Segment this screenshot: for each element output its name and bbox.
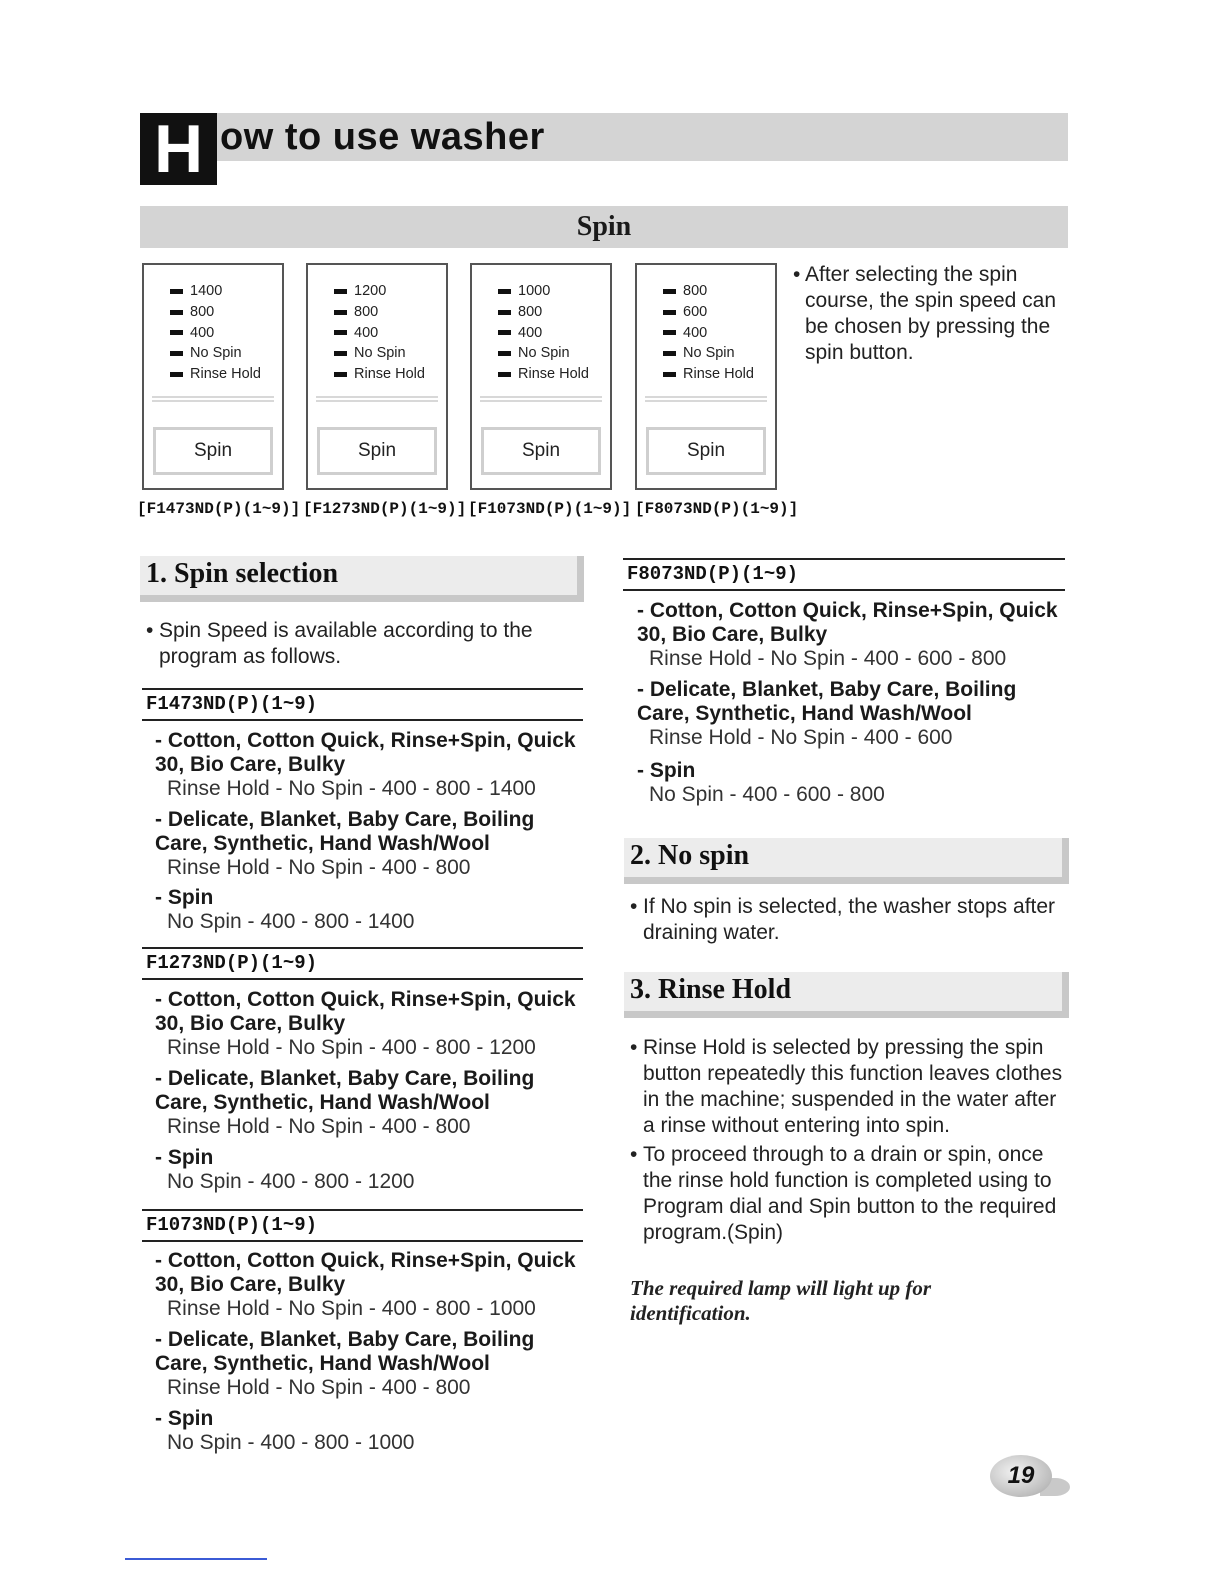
program-group: - Delicate, Blanket, Baby Care, Boiling Care, Synthetic, Hand Wash/Wool Rinse Hold - No Spin - 400 - 800 (155, 808, 535, 879)
program-group: - Delicate, Blanket, Baby Care, Boiling Care, Synthetic, Hand Wash/Wool Rinse Hold - No Spin - 400 - 600 (637, 678, 1017, 749)
lamp: 1200 (334, 281, 425, 302)
panel-model-caption: [F1073ND(P)(1~9)] (468, 500, 632, 518)
section-heading-rinse-hold: 3. Rinse Hold (624, 972, 1069, 1018)
page-number: 19 (990, 1455, 1052, 1497)
lamp: No Spin (170, 343, 261, 364)
program-group: - Delicate, Blanket, Baby Care, Boiling Care, Synthetic, Hand Wash/Wool Rinse Hold - No Spin - 400 - 800 (155, 1067, 535, 1138)
lamp: 800 (663, 281, 754, 302)
model-heading-f8073: F8073ND(P)(1~9) (623, 558, 1065, 591)
panel-model-caption: [F8073ND(P)(1~9)] (635, 500, 799, 518)
spin-intro-note: • After selecting the spin course, the spin speed can be chosen by pressing the spin button. (793, 263, 1056, 364)
no-spin-text: • If No spin is selected, the washer stops after draining water. (630, 895, 1056, 944)
spin-banner-title: Spin (576, 211, 632, 242)
lamp: 800 (498, 302, 589, 323)
panel-divider (645, 396, 767, 402)
lamp: 800 (334, 302, 425, 323)
program-group: - Spin No Spin - 400 - 800 - 1000 (155, 1407, 415, 1454)
lamp: Rinse Hold (170, 364, 261, 385)
lamp: No Spin (334, 343, 425, 364)
rinse-hold-text-2: • To proceed through to a drain or spin, once the rinse hold function is completed using to Program dial and Spin button to the required program.(Spin) (630, 1143, 1057, 1244)
lamp: Rinse Hold (498, 364, 589, 385)
lamp: 400 (498, 322, 589, 343)
program-group: - Spin No Spin - 400 - 800 - 1400 (155, 886, 415, 933)
program-group: - Cotton, Cotton Quick, Rinse+Spin, Quick 30, Bio Care, Bulky Rinse Hold - No Spin - 400 - 800 - 1400 (155, 729, 576, 800)
spin-button[interactable]: Spin (481, 427, 601, 475)
spin-button[interactable]: Spin (646, 427, 766, 475)
footer-link-line (125, 1558, 267, 1560)
model-heading-f1473: F1473ND(P)(1~9) (142, 688, 583, 721)
lamp: 400 (334, 322, 425, 343)
program-group: - Delicate, Blanket, Baby Care, Boiling Care, Synthetic, Hand Wash/Wool Rinse Hold - No Spin - 400 - 800 (155, 1328, 535, 1399)
spin-selection-intro: • Spin Speed is available according to the program as follows. (146, 619, 533, 668)
control-panel-f1273 (306, 263, 448, 490)
spin-button[interactable]: Spin (317, 427, 437, 475)
lamp: 400 (170, 322, 261, 343)
section-heading-no-spin: 2. No spin (624, 838, 1069, 884)
panel-divider (316, 396, 438, 402)
program-group: - Spin No Spin - 400 - 600 - 800 (637, 759, 885, 806)
panel-divider (152, 396, 274, 402)
model-heading-f1273: F1273ND(P)(1~9) (142, 947, 583, 980)
lamp: No Spin (498, 343, 589, 364)
lamp-identification-note: The required lamp will light up for identification. (630, 1276, 932, 1325)
spin-button[interactable]: Spin (153, 427, 273, 475)
lamp: 600 (663, 302, 754, 323)
lamp: 1000 (498, 281, 589, 302)
lamp: 1400 (170, 281, 261, 302)
lamp: 800 (170, 302, 261, 323)
model-heading-f1073: F1073ND(P)(1~9) (142, 1209, 583, 1242)
lamp: No Spin (663, 343, 754, 364)
panel-model-caption: [F1473ND(P)(1~9)] (137, 500, 301, 518)
control-panel-f1473 (142, 263, 284, 490)
rinse-hold-text-1: • Rinse Hold is selected by pressing the spin button repeatedly this function leaves clothes in the machine; suspended in the water after a rinse without entering into spin. (630, 1036, 1063, 1137)
page-title: ow to use washer (220, 116, 545, 158)
control-panel-f8073 (635, 263, 777, 490)
program-group: - Spin No Spin - 400 - 800 - 1200 (155, 1146, 415, 1193)
panel-divider (480, 396, 602, 402)
header-initial: H (140, 113, 217, 185)
panel-model-caption: [F1273ND(P)(1~9)] (303, 500, 467, 518)
control-panel-f1073 (470, 263, 612, 490)
program-group: - Cotton, Cotton Quick, Rinse+Spin, Quick 30, Bio Care, Bulky Rinse Hold - No Spin - 400 - 600 - 800 (637, 599, 1058, 670)
lamp: Rinse Hold (334, 364, 425, 385)
program-group: - Cotton, Cotton Quick, Rinse+Spin, Quick 30, Bio Care, Bulky Rinse Hold - No Spin - 400 - 800 - 1000 (155, 1249, 576, 1320)
lamp: Rinse Hold (663, 364, 754, 385)
lamp: 400 (663, 322, 754, 343)
program-group: - Cotton, Cotton Quick, Rinse+Spin, Quick 30, Bio Care, Bulky Rinse Hold - No Spin - 400 - 800 - 1200 (155, 988, 576, 1059)
section-heading-spin-selection: 1. Spin selection (140, 556, 584, 602)
